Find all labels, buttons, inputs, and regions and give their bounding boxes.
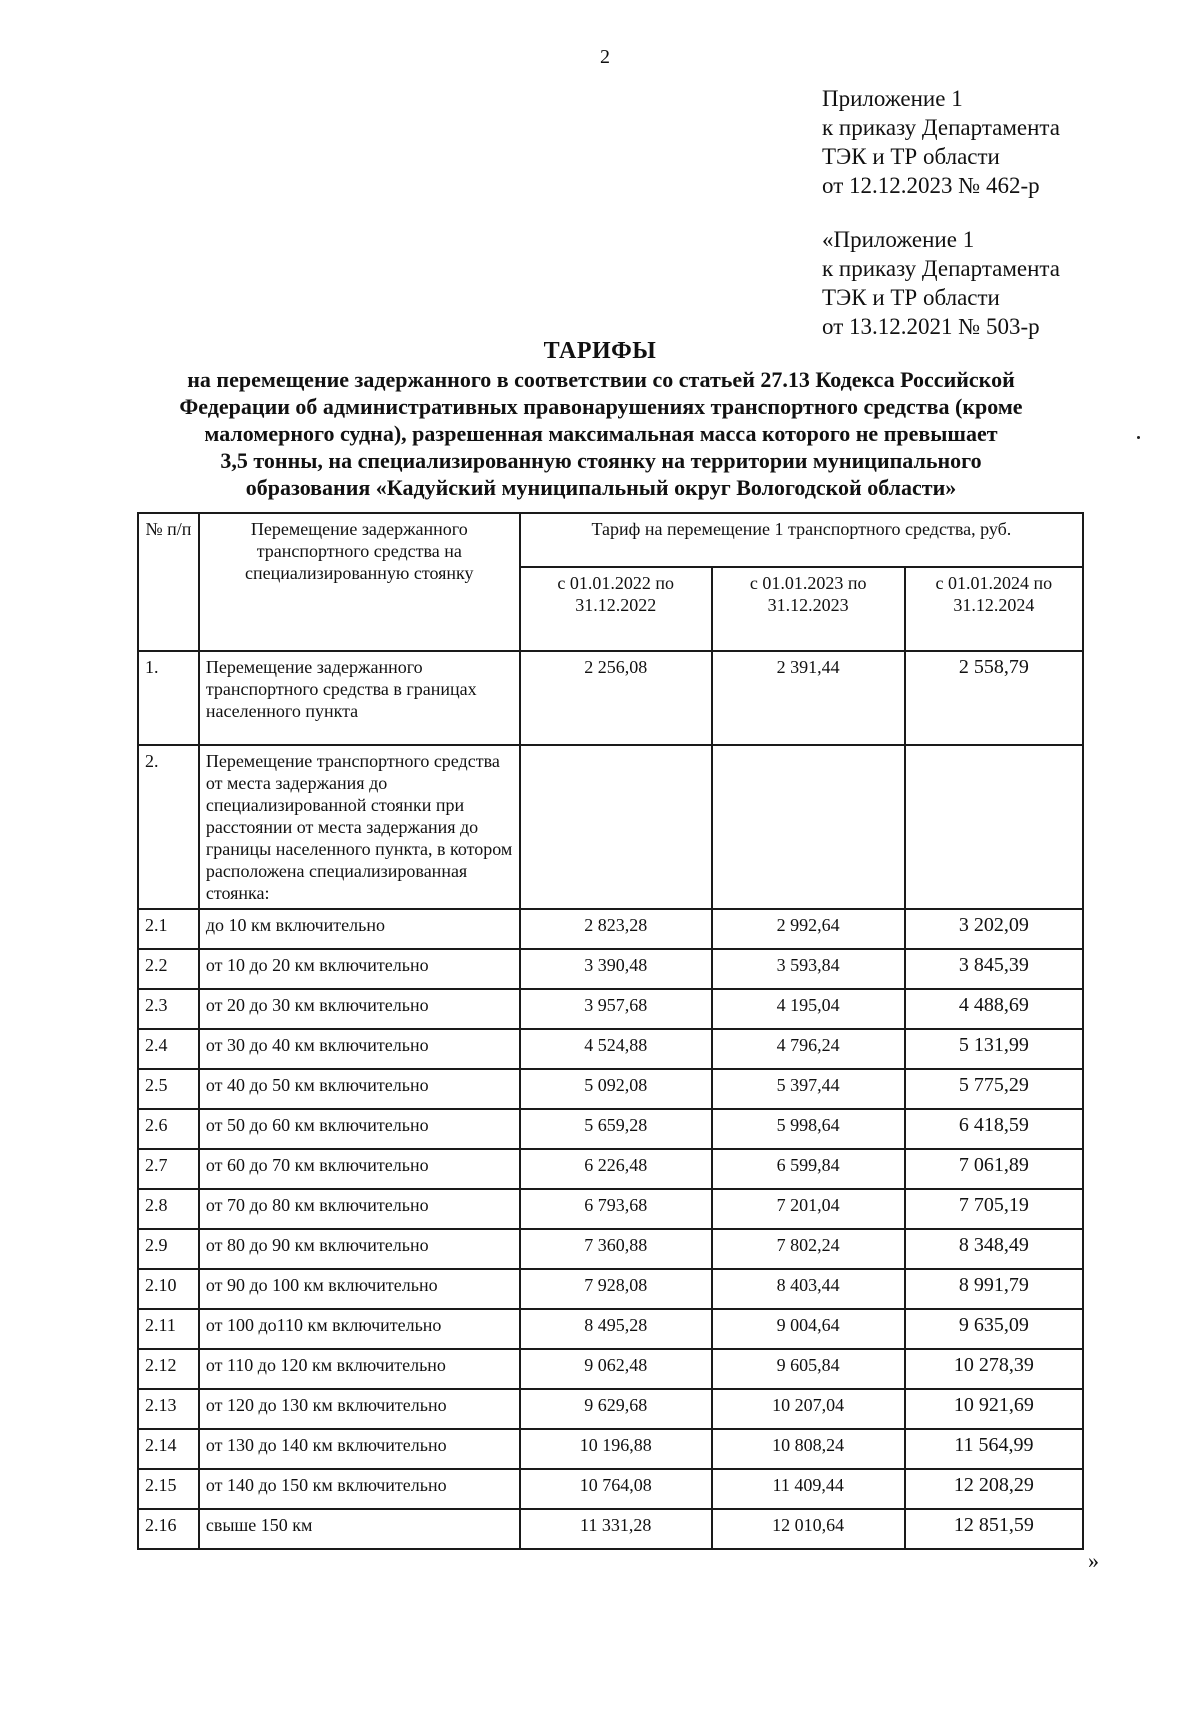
row-number: 2.8 [138,1189,199,1229]
row-description: от 100 до110 км включительно [199,1309,520,1349]
table-header-row [138,513,1083,567]
row-tariff-2023: 8 403,44 [712,1269,905,1309]
table-row [138,949,1083,989]
page-number: 2 [600,46,610,68]
row-description: от 90 до 100 км включительно [199,1269,520,1309]
row-tariff-2022: 3 957,68 [520,989,712,1029]
row-description: от 140 до 150 км включительно [199,1469,520,1509]
row-number: 2.14 [138,1429,199,1469]
document-subtitle [120,366,1082,501]
row-tariff-2022: 7 360,88 [520,1229,712,1269]
row-tariff-2022: 8 495,28 [520,1309,712,1349]
row-tariff-2023: 11 409,44 [712,1469,905,1509]
header-description: Перемещение задержанного транспортного средства на специализированную стоянку [199,513,520,651]
header-num: № п/п [138,513,199,651]
row-number: 2.3 [138,989,199,1029]
row-tariff-2022: 6 226,48 [520,1149,712,1189]
subtitle-line: маломерного судна), разрешенная максимальная масса которого не превышает [204,421,998,446]
row-tariff-2023: 5 998,64 [712,1109,905,1149]
row-description: Перемещение транспортного средства от места задержания до специализированной стоянки при расстоянии от места задержания до границы населенного пункта, в котором расположена специализированная стоянка: [199,745,520,909]
table-row [138,1189,1083,1229]
table-row [138,1069,1083,1109]
row-tariff-2022: 4 524,88 [520,1029,712,1069]
row-tariff-2024: 5 775,29 [905,1069,1083,1109]
row-description: от 40 до 50 км включительно [199,1069,520,1109]
row-tariff-2022: 3 390,48 [520,949,712,989]
table-row [138,1429,1083,1469]
row-tariff-2023: 3 593,84 [712,949,905,989]
row-number: 2.15 [138,1469,199,1509]
row-tariff-2022 [520,745,712,909]
row-tariff-2024: 6 418,59 [905,1109,1083,1149]
row-number: 2.2 [138,949,199,989]
row-tariff-2024: 12 851,59 [905,1509,1083,1549]
row-tariff-2023: 4 796,24 [712,1029,905,1069]
row-tariff-2024: 10 921,69 [905,1389,1083,1429]
row-tariff-2024: 3 845,39 [905,949,1083,989]
appendix-current [822,84,1060,200]
row-number: 2.7 [138,1149,199,1189]
table-row [138,1029,1083,1069]
row-tariff-2024 [905,745,1083,909]
subtitle-line: на перемещение задержанного в соответствии со статьей 27.13 Кодекса Российской [187,367,1015,392]
scan-speck [1137,436,1140,439]
row-tariff-2024: 7 705,19 [905,1189,1083,1229]
subtitle-line: 3,5 тонны, на специализированную стоянку на территории муниципального [220,448,982,473]
row-tariff-2024: 3 202,09 [905,909,1083,949]
subtitle-line: Федерации об административных правонарушениях транспортного средства (кроме [179,394,1023,419]
row-description: Перемещение задержанного транспортного средства в границах населенного пункта [199,651,520,745]
header-period-2022: с 01.01.2022 по 31.12.2022 [520,567,712,651]
appendix-previous-line: ТЭК и ТР области [822,285,1000,310]
row-tariff-2022: 6 793,68 [520,1189,712,1229]
row-tariff-2024: 8 348,49 [905,1229,1083,1269]
row-description: от 130 до 140 км включительно [199,1429,520,1469]
row-tariff-2023: 2 391,44 [712,651,905,745]
row-tariff-2024: 11 564,99 [905,1429,1083,1469]
table-row [138,1229,1083,1269]
row-tariff-2024: 5 131,99 [905,1029,1083,1069]
row-tariff-2022: 9 062,48 [520,1349,712,1389]
row-tariff-2023: 5 397,44 [712,1069,905,1109]
appendix-current-line: к приказу Департамента [822,115,1060,140]
row-description: от 50 до 60 км включительно [199,1109,520,1149]
row-description: от 10 до 20 км включительно [199,949,520,989]
table-row [138,909,1083,949]
row-number: 2.1 [138,909,199,949]
appendix-previous-line: к приказу Департамента [822,256,1060,281]
table-row [138,1149,1083,1189]
row-tariff-2023: 10 207,04 [712,1389,905,1429]
table-row [138,1349,1083,1389]
table-row [138,1109,1083,1149]
row-number: 2.10 [138,1269,199,1309]
row-description: от 20 до 30 км включительно [199,989,520,1029]
row-tariff-2023: 4 195,04 [712,989,905,1029]
row-tariff-2023: 6 599,84 [712,1149,905,1189]
row-number: 2.16 [138,1509,199,1549]
appendix-current-line: от 12.12.2023 № 462-р [822,173,1040,198]
row-number: 2.11 [138,1309,199,1349]
row-tariff-2024: 4 488,69 [905,989,1083,1029]
row-tariff-2022: 10 196,88 [520,1429,712,1469]
row-tariff-2023: 2 992,64 [712,909,905,949]
table-row [138,651,1083,745]
row-tariff-2022: 11 331,28 [520,1509,712,1549]
appendix-current-line: Приложение 1 [822,86,963,111]
row-tariff-2022: 5 659,28 [520,1109,712,1149]
row-description: от 60 до 70 км включительно [199,1149,520,1189]
appendix-previous-line: «Приложение 1 [822,227,975,252]
row-tariff-2022: 2 256,08 [520,651,712,745]
header-period-2023: с 01.01.2023 по 31.12.2023 [712,567,905,651]
row-tariff-2023: 7 201,04 [712,1189,905,1229]
row-tariff-2023 [712,745,905,909]
row-description: свыше 150 км [199,1509,520,1549]
table-row [138,1509,1083,1549]
document-title: ТАРИФЫ [543,338,657,364]
closing-quote: » [1088,1548,1099,1573]
row-tariff-2024: 7 061,89 [905,1149,1083,1189]
row-tariff-2022: 5 092,08 [520,1069,712,1109]
header-tariff-group: Тариф на перемещение 1 транспортного средства, руб. [520,513,1083,567]
row-description: от 80 до 90 км включительно [199,1229,520,1269]
row-number: 2.12 [138,1349,199,1389]
appendix-previous [822,225,1060,341]
table-row [138,1469,1083,1509]
row-tariff-2024: 12 208,29 [905,1469,1083,1509]
row-number: 2.9 [138,1229,199,1269]
row-description: от 30 до 40 км включительно [199,1029,520,1069]
row-number: 2.5 [138,1069,199,1109]
table-row [138,745,1083,909]
subtitle-line: образования «Кадуйский муниципальный округ Вологодской области» [245,475,957,500]
row-number: 1. [138,651,199,745]
row-description: до 10 км включительно [199,909,520,949]
row-tariff-2023: 12 010,64 [712,1509,905,1549]
row-tariff-2023: 10 808,24 [712,1429,905,1469]
row-number: 2.6 [138,1109,199,1149]
row-tariff-2022: 10 764,08 [520,1469,712,1509]
row-tariff-2022: 7 928,08 [520,1269,712,1309]
row-tariff-2024: 2 558,79 [905,651,1083,745]
appendix-current-line: ТЭК и ТР области [822,144,1000,169]
row-tariff-2023: 9 605,84 [712,1349,905,1389]
row-tariff-2024: 9 635,09 [905,1309,1083,1349]
row-number: 2. [138,745,199,909]
appendix-previous-line: от 13.12.2021 № 503-р [822,314,1040,339]
row-tariff-2022: 2 823,28 [520,909,712,949]
row-tariff-2024: 8 991,79 [905,1269,1083,1309]
table-row [138,1309,1083,1349]
row-number: 2.4 [138,1029,199,1069]
tariff-table [137,512,1084,1550]
row-number: 2.13 [138,1389,199,1429]
row-description: от 70 до 80 км включительно [199,1189,520,1229]
row-tariff-2024: 10 278,39 [905,1349,1083,1389]
row-description: от 110 до 120 км включительно [199,1349,520,1389]
header-period-2024: с 01.01.2024 по 31.12.2024 [905,567,1083,651]
table-row [138,1269,1083,1309]
row-tariff-2023: 9 004,64 [712,1309,905,1349]
row-tariff-2022: 9 629,68 [520,1389,712,1429]
row-description: от 120 до 130 км включительно [199,1389,520,1429]
table-row [138,989,1083,1029]
table-row [138,1389,1083,1429]
row-tariff-2023: 7 802,24 [712,1229,905,1269]
